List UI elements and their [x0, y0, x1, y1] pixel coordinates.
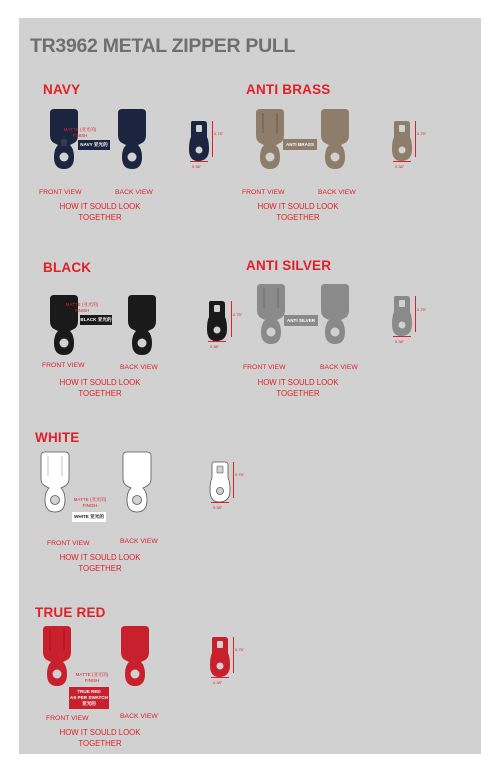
- zipper-side-navy: [189, 121, 211, 163]
- finish-note-black: [62, 302, 102, 313]
- how-line-2: TOGETHER: [78, 564, 122, 573]
- color-name-navy: NAVY: [43, 82, 81, 97]
- zipper-side-true-red: [210, 637, 232, 679]
- how-line-2: TOGETHER: [276, 389, 320, 398]
- badge-line-3: 亚光的: [82, 701, 96, 706]
- color-badge-true-red: [69, 687, 109, 709]
- dim-line-height-white: [233, 462, 234, 498]
- dim-line-height-anti-silver: [415, 296, 416, 332]
- dim-line-width-anti-brass: [393, 161, 411, 162]
- page-title: TR3962 METAL ZIPPER PULL: [30, 35, 296, 57]
- dim-height-anti-brass: 0.75": [417, 131, 427, 136]
- how-line-1: HOW IT SOULD LOOK: [257, 202, 339, 211]
- front-view-label-black: FRONT VIEW: [42, 362, 85, 369]
- back-view-label-navy: BACK VIEW: [115, 189, 153, 196]
- how-it-looks-white: [45, 552, 155, 574]
- how-line-2: TOGETHER: [78, 213, 122, 222]
- finish-line-2: FINISH: [74, 307, 90, 313]
- color-name-white: WHITE: [35, 430, 80, 445]
- how-it-looks-true-red: [45, 727, 155, 749]
- color-name-anti-brass: ANTI BRASS: [246, 82, 331, 97]
- dim-line-width-true-red: [211, 677, 229, 678]
- back-view-label-anti-brass: BACK VIEW: [318, 189, 356, 196]
- zipper-pull-back-true-red: [121, 626, 149, 686]
- finish-line-2: FINISH: [72, 132, 88, 138]
- zipper-pull-front-anti-silver: [257, 284, 285, 344]
- front-view-label-navy: FRONT VIEW: [39, 189, 82, 196]
- back-view-label-anti-silver: BACK VIEW: [320, 364, 358, 371]
- finish-note-white: [70, 497, 110, 508]
- dim-line-width-black: [208, 341, 226, 342]
- color-badge-white: WHITE 亚光的: [72, 512, 106, 522]
- back-view-label-true-red: BACK VIEW: [120, 713, 158, 720]
- zipper-side-white: [210, 462, 232, 504]
- how-it-looks-anti-brass: [243, 201, 353, 223]
- dim-width-white: 0.38": [213, 505, 223, 510]
- dim-line-width-anti-silver: [393, 336, 411, 337]
- color-badge-anti-brass: ANTI BRASS: [283, 139, 317, 150]
- finish-line-1: MATTE (亚光的): [65, 302, 99, 307]
- how-line-1: HOW IT SOULD LOOK: [257, 378, 339, 387]
- finish-line-1: MATTE (亚光的): [75, 672, 109, 677]
- dim-line-width-white: [211, 502, 229, 503]
- how-line-1: HOW IT SOULD LOOK: [59, 202, 141, 211]
- how-it-looks-anti-silver: [243, 377, 353, 399]
- back-view-label-white: BACK VIEW: [120, 538, 158, 545]
- zipper-pull-front-white: [41, 452, 69, 512]
- how-it-looks-navy: [45, 201, 155, 223]
- color-name-true-red: TRUE RED: [35, 605, 106, 620]
- zipper-pull-back-black: [128, 295, 156, 355]
- dim-height-black: 0.75": [233, 312, 243, 317]
- zipper-side-anti-brass: [392, 121, 414, 163]
- zipper-pull-front-navy: [50, 109, 78, 169]
- dim-width-anti-brass: 0.38": [395, 164, 405, 169]
- dim-line-height-navy: [212, 121, 213, 157]
- dim-height-white: 0.75": [235, 472, 245, 477]
- dim-line-height-black: [231, 301, 232, 337]
- how-it-looks-black: [45, 377, 155, 399]
- color-badge-black: BLACK 亚光的: [80, 315, 112, 325]
- front-view-label-anti-brass: FRONT VIEW: [242, 189, 285, 196]
- how-line-1: HOW IT SOULD LOOK: [59, 378, 141, 387]
- zipper-pull-back-white: [123, 452, 151, 512]
- finish-note-navy: [60, 127, 100, 138]
- how-line-2: TOGETHER: [78, 389, 122, 398]
- dim-width-anti-silver: 0.38": [395, 339, 405, 344]
- color-badge-anti-silver: ANTI SILVER: [284, 315, 318, 326]
- color-name-anti-silver: ANTI SILVER: [246, 258, 332, 273]
- back-view-label-black: BACK VIEW: [120, 364, 158, 371]
- how-line-2: TOGETHER: [78, 739, 122, 748]
- dim-height-true-red: 0.75": [235, 647, 245, 652]
- how-line-1: HOW IT SOULD LOOK: [59, 553, 141, 562]
- badge-line-2: AS PER SWATCH: [70, 695, 108, 700]
- color-badge-navy: NAVY 亚光的: [78, 140, 110, 150]
- dim-width-black: 0.38": [210, 344, 220, 349]
- finish-line-2: FINISH: [84, 677, 100, 683]
- zipper-pull-back-anti-silver: [321, 284, 349, 344]
- dim-height-navy: 0.75": [214, 131, 224, 136]
- dim-line-width-navy: [190, 161, 208, 162]
- dim-width-true-red: 0.38": [213, 680, 223, 685]
- color-name-black: BLACK: [43, 260, 92, 275]
- zipper-pull-back-anti-brass: [321, 109, 349, 169]
- dim-width-navy: 0.38": [192, 164, 202, 169]
- zipper-pull-front-anti-brass: [256, 109, 284, 169]
- finish-line-1: MATTE (亚光的): [73, 497, 107, 502]
- front-view-label-true-red: FRONT VIEW: [46, 715, 89, 722]
- zipper-pull-back-navy: [118, 109, 146, 169]
- front-view-label-white: FRONT VIEW: [47, 540, 90, 547]
- dim-height-anti-silver: 0.75": [417, 307, 427, 312]
- finish-note-true-red: [72, 672, 112, 683]
- zipper-pull-front-true-red: [43, 626, 71, 686]
- front-view-label-anti-silver: FRONT VIEW: [243, 364, 286, 371]
- how-line-2: TOGETHER: [276, 213, 320, 222]
- zipper-side-black: [207, 301, 229, 343]
- dim-line-height-true-red: [233, 637, 234, 673]
- finish-line-2: FINISH: [82, 502, 98, 508]
- badge-line-1: TRUE RED: [77, 689, 101, 694]
- finish-line-1: MATTE (亚光的): [63, 127, 97, 132]
- dim-line-height-anti-brass: [415, 121, 416, 157]
- zipper-side-anti-silver: [392, 296, 414, 338]
- how-line-1: HOW IT SOULD LOOK: [59, 728, 141, 737]
